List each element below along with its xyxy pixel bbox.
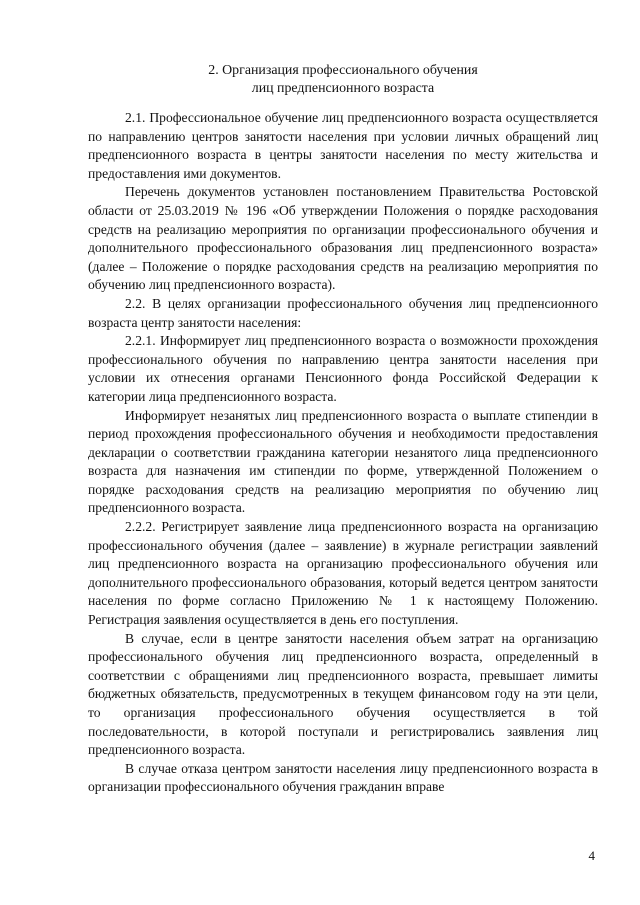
paragraph-limits-case: В случае, если в центре занятости населения объем затрат на организацию профессионального обучения лиц предпенсионного возраста, определенный в соответствии с обращениями лиц предпенсионного возраста, превышает лимиты бюджетных обязательств, предусмотренных в текущем финансовом году на эти цели, то организация профессионального обучения осуществляется в той последовательности, в которой поступали и регистрировались заявления лиц предпенсионного возраста.: [88, 630, 598, 758]
section-title-line-2: лиц предпенсионного возраста: [251, 81, 435, 96]
paragraph-2-2-1: 2.2.1. Информирует лиц предпенсионного возраста о возможности прохождения профессионального обучения по направлению центра занятости населения при условии их отнесения органами Пенсионного фонда Российской Федерации к категории лица предпенсионного возраста.: [88, 333, 598, 404]
paragraph-stipend-info: Информирует незанятых лиц предпенсионного возраста о выплате стипендии в период прохождения профессионального обучения и необходимости предоставления декларации о соответствии гражданина категории незанятого лица предпенсионного возраста для назначения им стипендии по форме, утвержденной Положением о порядке расходования средств на реализацию мероприятия по обучению лиц предпенсионного возраста.: [88, 407, 598, 516]
paragraph-refusal-case: В случае отказа центром занятости населения лицу предпенсионного возраста в организации профессионального обучения гражданин вправе: [88, 760, 598, 795]
paragraph-documents-list: Перечень документов установлен постановлением Правительства Ростовской области от 25.03.2019 № 196 «Об утверждении Положения о порядке расходования средств на реализацию мероприятия по организации профессионального обучения и дополнительного профессионального образования лиц предпенсионного возраста» (далее – Положение о порядке расходования средств на реализацию мероприятия по обучению лиц предпенсионного возраста).: [88, 184, 598, 293]
paragraph-2-1: 2.1. Профессиональное обучение лиц предпенсионного возраста осуществляется по направлению центров занятости населения при условии личных обращений лиц предпенсионного возраста в центры занятости населения по месту жительства и предоставления ими документов.: [88, 110, 598, 181]
paragraph-2-2-2: 2.2.2. Регистрирует заявление лица предпенсионного возраста на организацию профессионального обучения (далее – заявление) в журнале регистрации заявлений лиц предпенсионного возраста на организацию профессионального обучения или дополнительного профессионального образования, который ведется центром занятости населения по форме согласно Приложению № 1 к настоящему Положению. Регистрация заявления осуществляется в день его поступления.: [88, 519, 598, 628]
paragraph-2-2: 2.2. В целях организации профессионального обучения лиц предпенсионного возраста центр занятости населения:: [88, 295, 598, 330]
document-body: [88, 109, 598, 797]
page-number: 4: [588, 848, 595, 863]
section-title-line-1: 2. Организация профессионального обучения: [208, 63, 478, 78]
